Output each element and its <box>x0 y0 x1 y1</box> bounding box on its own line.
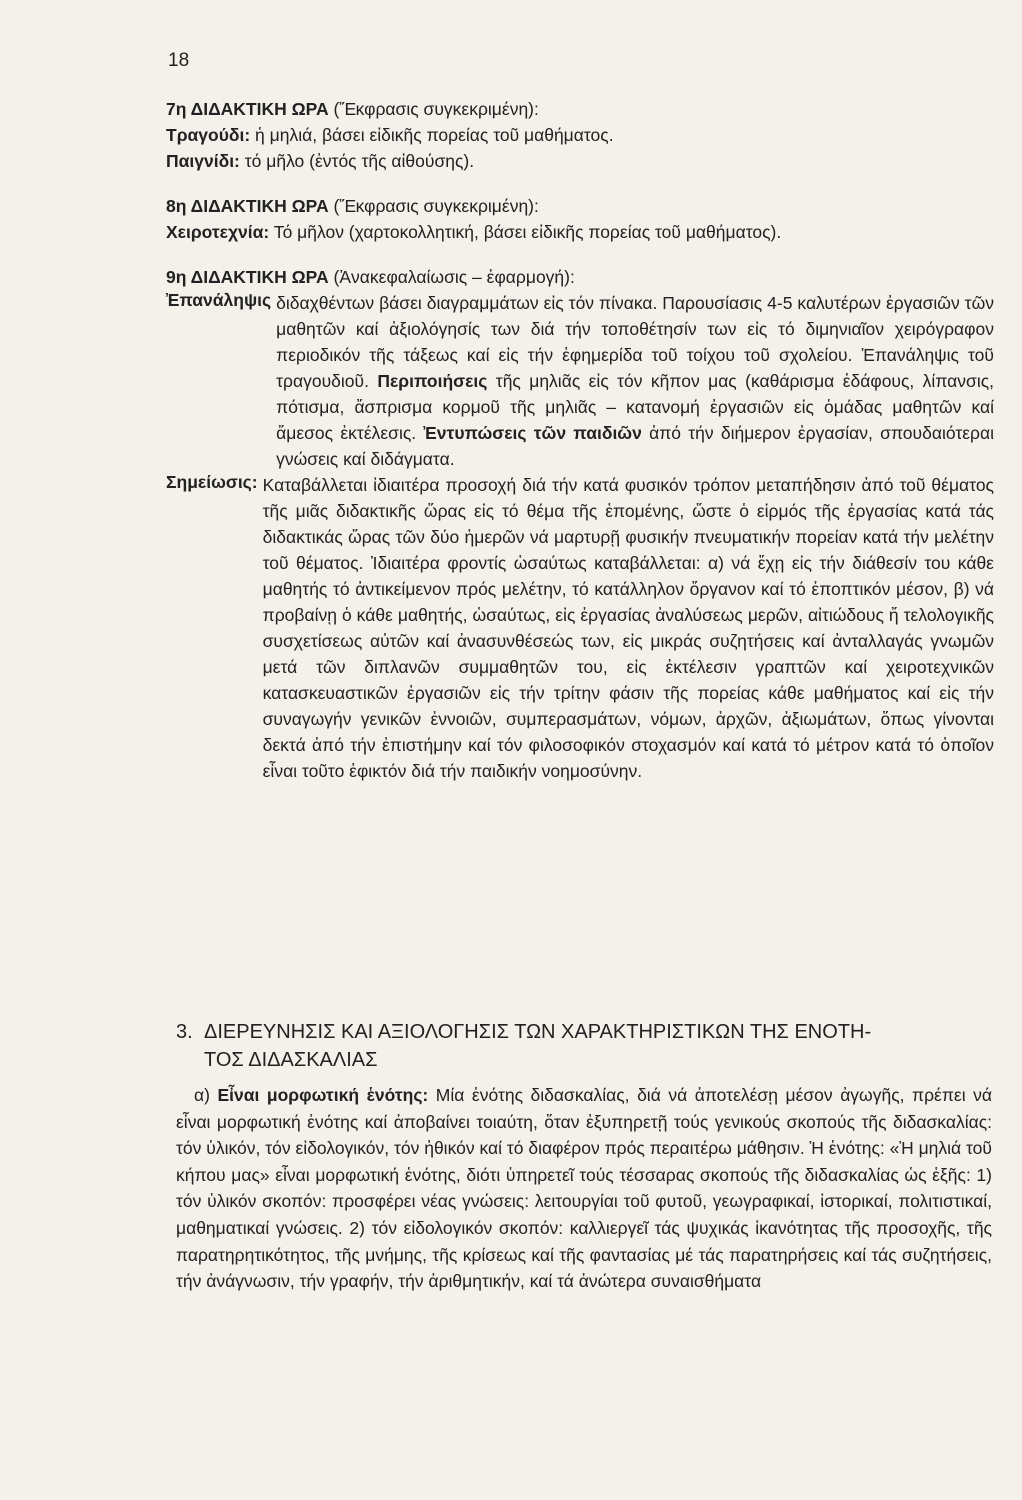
repetition-text <box>276 290 994 472</box>
hour8-heading-rest: (Ἔκφρασις συγκεκριμένη): <box>328 196 539 216</box>
section3-number: 3. <box>176 1021 193 1043</box>
impressions-label: Ἐντυπώσεις τῶν παιδιῶν <box>423 423 642 443</box>
section3-title-line1: ΔΙΕΡΕΥΝΗΣΙΣ ΚΑΙ ΑΞΙΟΛΟΓΗΣΙΣ ΤΩΝ ΧΑΡΑΚΤΗΡΙΣΤΙΚΩΝ ΤΗΣ ΕΝΟΤΗ- <box>204 1021 872 1043</box>
hour7-heading-rest: (Ἔκφρασις συγκεκριμένη): <box>328 99 539 119</box>
repetition-text-3: ἀπό τήν διήμερον ἐργασίαν, σπουδαιότεραι γνώσεις καί διδάγματα. <box>276 423 994 469</box>
hour7-song <box>166 122 994 148</box>
hour7-heading <box>166 96 994 122</box>
craft-label: Χειροτεχνία: <box>166 222 270 242</box>
hour9-repetition <box>166 290 994 472</box>
song-label: Τραγούδι: <box>166 125 251 145</box>
para-prefix: α) <box>194 1085 218 1105</box>
lesson-hours <box>166 96 994 784</box>
hour9-heading-rest: (Ἀνακεφαλαίωσις – ἐφαρμογή): <box>328 267 575 287</box>
hour8-craft <box>166 219 994 245</box>
hour8-heading-bold: 8η ΔΙΔΑΚΤΙΚΗ ΩΡΑ <box>166 196 329 216</box>
section3-paragraph <box>176 1082 992 1295</box>
para-text: Μία ἑνότης διδασκαλίας, διά νά ἀποτελέσῃ μέσον ἀγωγῆς, πρέπει νά εἶναι μορφωτική ἑνότης καί ἀποβαίνει τοιαύτη, ὅταν ἐξυπηρετῇ τούς γενικούς σκοπούς τῆς διδασκαλίας: τόν ὑλικόν, τόν εἰδολογικόν, τόν ἠθικόν καί τό διαφέρον πρός περαιτέρω μάθησιν. Ἡ ἑνότης: «Ἡ μηλιά τοῦ κήπου μας» εἶναι μορφωτική ἑνότης, διότι ὑπηρετεῖ τούς τέσσαρας σκοπούς τῆς διδασκαλίας ὡς ἑξῆς: 1) τόν ὑλικόν σκοπόν: προσφέρει νέας γνώσεις: λειτουργίαι τοῦ φυτοῦ, γεωγραφικαί, ἱστορικαί, πολιτιστικαί, μαθηματικαί γνώσεις. 2) τόν εἰδολογικόν σκοπόν: καλλιεργεῖ τάς ψυχικάς ἱκανότητας τῆς προσοχῆς, τῆς παρατηρητικότητος, τῆς μνήμης, τῆς κρίσεως καί τῆς φαντασίας μέ τάς παρατηρήσεις καί τάς συζητήσεις, τήν ἀνάγνωσιν, τήν γραφήν, τήν ἀριθμητικήν, καί τά ἀνώτερα συναισθήματα <box>176 1085 993 1292</box>
note-block <box>166 472 994 784</box>
care-label: Περιποιήσεις <box>377 371 488 391</box>
note-text: Καταβάλλεται ἰδιαιτέρα προσοχή διά τήν κατά φυσικόν τρόπον μεταπήδησιν ἀπό τοῦ θέματος τῆς μιᾶς διδακτικῆς ὥρας εἰς τό θέμα τῆς ἑπομένης, ὥστε ὁ εἱρμός τῆς ἐργασίας κατά τάς διδακτικάς ὥρας τῶν δύο ἡμερῶν νά μαρτυρῇ φυσικήν πνευματικήν πορείαν κατά τήν μελέτην τοῦ θέματος. Ἰδιαιτέρα φροντίς ὡσαύτως καταβάλλεται: α) νά ἔχῃ εἰς τήν διάθεσίν του κάθε μαθητής τό ἀντικείμενον πρός μελέτην, τό κατάλληλον ὄργανον καί τό ἐποπτικόν μέσον, β) νά προβαίνῃ ὁ κάθε μαθητής, ὡσαύτως, εἰς ἐργασίας ἀναλύσεως μερῶν, αἰτιώδους ἤ τελολογικῆς συσχετίσεως αὐτῶν καί ἀνασυνθέσεώς των, εἰς μικράς συζητήσεις καί ἀνταλλαγάς γνωμῶν μετά τῶν διπλανῶν συμμαθητῶν του, εἰς ἐκτέλεσιν γραπτῶν καί χειροτεχνικῶν κατασκευαστικῶν ἐργασιῶν εἰς τήν τρίτην φάσιν τῆς πορείας κάθε μαθήματος καί εἰς τήν συναγωγήν γενικῶν ἐννοιῶν, συμπερασμάτων, νόμων, ἀρχῶν, ἀξιωμάτων, ὅπως γίνονται δεκτά ἀπό τήν ἐπιστήμην καί τόν φιλοσοφικόν στοχασμόν καί κατά τό μέτρον κατά τό ὁποῖον εἶναι τοῦτο ἐφικτόν διά τήν παιδικήν νοημοσύνην. <box>262 475 994 781</box>
game-text: τό μῆλο (ἐντός τῆς αἰθούσης). <box>239 151 475 171</box>
craft-text: Τό μῆλον (χαρτοκολλητική, βάσει εἰδικῆς πορείας τοῦ μαθήματος). <box>269 222 782 242</box>
repetition-label: Ἐπανάληψις <box>166 290 272 310</box>
repetition-text-1: διδαχθέντων βάσει διαγραμμάτων εἰς τόν πίνακα. Παρουσίασις 4-5 καλυτέρων ἐργασιῶν τῶν μαθητῶν καί ἀξιολόγησίς των διά τήν τοποθέτησίν των εἰς τό διμηνιαῖον χειρόγραφον περιοδικόν τῆς τάξεως καί εἰς τήν ἐφημερίδα τοῦ τοίχου τοῦ σχολείου. Ἐπανάληψις τοῦ τραγουδιοῦ. <box>276 293 994 391</box>
page-number: 18 <box>168 50 190 71</box>
game-label: Παιγνίδι: <box>166 151 240 171</box>
section3-title-line2: ΤΟΣ ΔΙΔΑΣΚΑΛΙΑΣ <box>204 1049 378 1071</box>
note-label: Σημείωσις: <box>166 472 258 492</box>
hour9-heading-bold: 9η ΔΙΔΑΚΤΙΚΗ ΩΡΑ <box>166 267 329 287</box>
hour7-game <box>166 148 994 174</box>
para-bold: Εἶναι μορφωτική ἑνότης: <box>217 1085 429 1105</box>
section3-heading <box>176 1018 996 1074</box>
hour7-heading-bold: 7η ΔΙΔΑΚΤΙΚΗ ΩΡΑ <box>166 99 329 119</box>
song-text: ἡ μηλιά, βάσει εἰδικῆς πορείας τοῦ μαθήματος. <box>250 125 614 145</box>
repetition-text-2: τῆς μηλιᾶς εἰς τόν κῆπον μας (καθάρισμα ἐδάφους, λίπανσις, πότισμα, ἄσπρισμα κορμοῦ τῆς μηλιᾶς – κατανομή ἐργασιῶν εἰς ὁμάδας μαθητῶν καί ἄμεσος ἐκτέλεσις. <box>276 371 994 443</box>
hour8-heading <box>166 193 994 219</box>
hour9-heading <box>166 264 994 290</box>
